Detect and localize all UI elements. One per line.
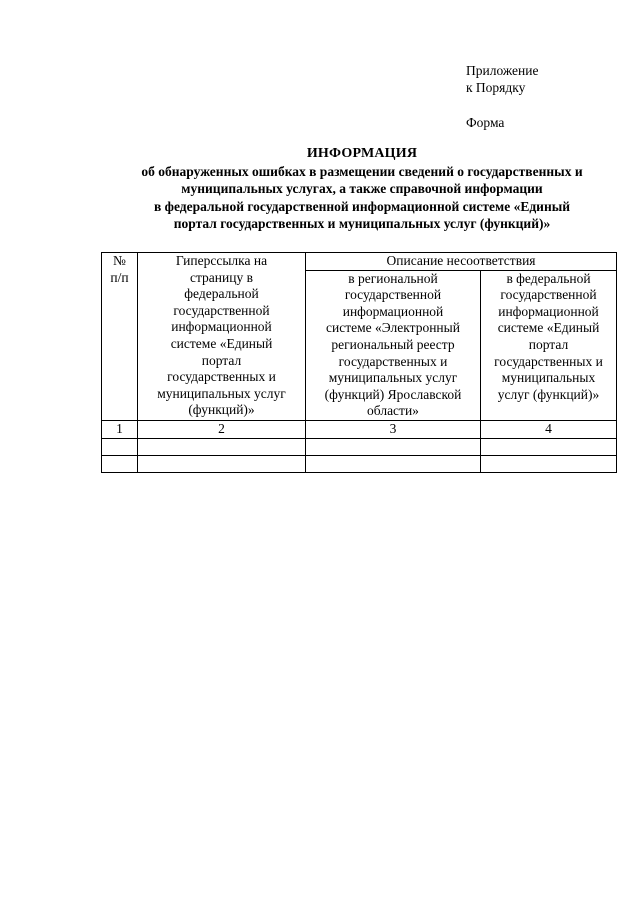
table-row xyxy=(102,455,617,472)
header-number-line: № xyxy=(113,253,126,268)
header-federal-line: системе «Единый xyxy=(497,320,600,336)
header-hyperlink-line: Гиперссылка на xyxy=(175,253,268,268)
annex-reference xyxy=(466,62,538,96)
empty-cell[interactable] xyxy=(102,438,138,455)
column-number-cell: 1 xyxy=(102,420,138,438)
header-hyperlink-line: системе «Единый xyxy=(170,335,273,351)
header-hyperlink-line: федеральной xyxy=(184,286,259,302)
header-regional-line: государственных и xyxy=(338,353,448,369)
title-line: об обнаруженных ошибках в размещении сведений о государственных и xyxy=(141,163,583,179)
header-hyperlink-line: портал xyxy=(201,352,242,368)
header-federal-line: информационной xyxy=(498,303,599,319)
header-hyperlink-line: государственных и xyxy=(167,369,276,385)
empty-cell[interactable] xyxy=(138,438,306,455)
title-line: муниципальных услугах, а также справочной информации xyxy=(181,181,543,196)
header-hyperlink-line: государственной xyxy=(173,302,270,318)
header-federal-line: государственных и xyxy=(494,353,603,369)
header-regional-line: региональный реестр xyxy=(331,336,455,352)
form-label: Форма xyxy=(466,115,505,130)
header-federal-line: государственной xyxy=(500,287,597,303)
empty-cell[interactable] xyxy=(102,455,138,472)
header-regional-line: системе «Электронный xyxy=(326,320,460,336)
header-hyperlink-line: муниципальных услуг xyxy=(157,385,286,401)
header-regional-line: муниципальных услуг xyxy=(328,370,458,386)
header-hyperlink-line: информационной xyxy=(171,319,272,335)
title-line: в федеральной государственной информационной системе «Единый xyxy=(153,198,571,214)
header-federal-system xyxy=(481,270,617,420)
header-regional-line: в региональной xyxy=(348,270,438,286)
header-group-label: Описание несоответствия xyxy=(386,253,536,268)
header-regional-line: (функций) Ярославской xyxy=(324,386,462,402)
header-federal-line: портал xyxy=(528,336,569,352)
column-number-cell: 4 xyxy=(481,420,617,438)
header-mismatch-description xyxy=(306,253,617,271)
empty-cell[interactable] xyxy=(481,438,617,455)
header-regional-line: области» xyxy=(367,403,419,419)
document-title xyxy=(96,145,628,233)
table-row xyxy=(102,438,617,455)
header-hyperlink-line: страницу в xyxy=(190,269,253,285)
header-regional-line: государственной xyxy=(344,287,442,303)
errors-table xyxy=(101,252,617,473)
header-federal-line: муниципальных xyxy=(501,370,596,386)
title-line: портал государственных и муниципальных услуг (функций)» xyxy=(173,216,551,231)
header-federal-line: услуг (функций)» xyxy=(497,386,600,402)
title-main: ИНФОРМАЦИЯ xyxy=(306,146,418,161)
header-regional-system xyxy=(306,270,481,420)
annex-line-1: Приложение xyxy=(466,63,539,78)
empty-cell[interactable] xyxy=(306,438,481,455)
header-hyperlink xyxy=(138,253,306,421)
annex-line-2: к Порядку xyxy=(466,80,526,95)
empty-cell[interactable] xyxy=(306,455,481,472)
empty-cell[interactable] xyxy=(138,455,306,472)
empty-cell[interactable] xyxy=(481,455,617,472)
header-row xyxy=(102,253,617,271)
column-number-row xyxy=(102,420,617,438)
header-regional-line: информационной xyxy=(342,303,444,319)
header-federal-line: в федеральной xyxy=(506,270,591,286)
column-number-cell: 2 xyxy=(138,420,306,438)
column-number-cell: 3 xyxy=(306,420,481,438)
header-number xyxy=(102,253,138,421)
header-hyperlink-line: (функций)» xyxy=(188,402,255,418)
header-number-line: п/п xyxy=(110,269,129,285)
